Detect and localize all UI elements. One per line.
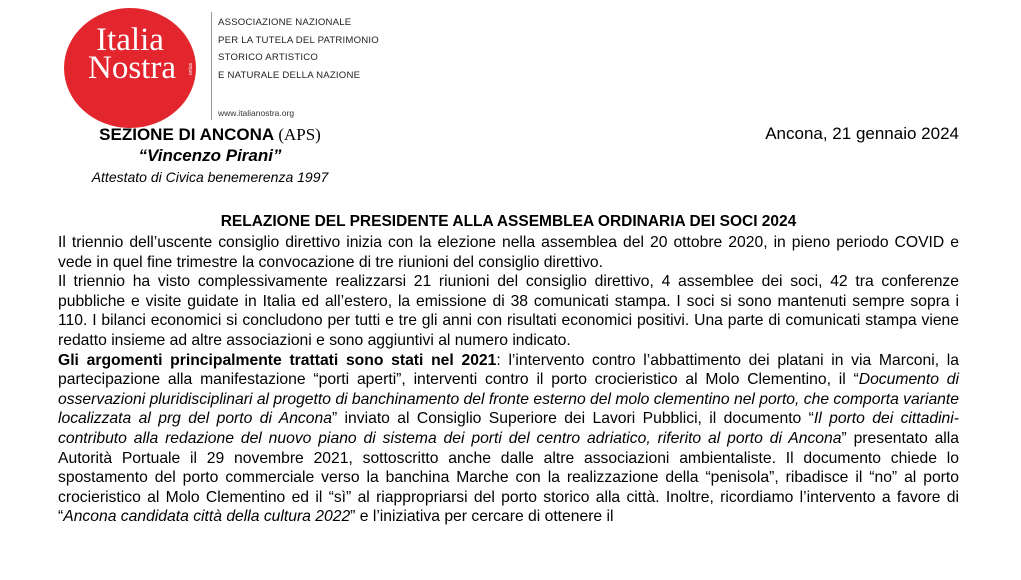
association-line: PER LA TUTELA DEL PATRIMONIO: [218, 34, 379, 46]
paragraph-3-italic: Ancona candidata città della cultura 2022: [63, 508, 351, 526]
paragraph-3-italic: Il porto dei cittadini-contributo alla redazione del nuovo piano di sistema dei porti del centro adriatico, riferito al porto di Ancona: [58, 410, 959, 447]
paragraph-3-text: : l’intervento contro l’abbattimento dei platani in via Marconi, la partecipazione alla manifestazione “porti aperti”, interventi contro il porto crocieristico al Molo Clementino, il “: [58, 351, 959, 389]
association-line: ASSOCIAZIONE NAZIONALE: [218, 17, 352, 28]
logo-line-1: Italia: [96, 22, 164, 58]
section-title: SEZIONE DI ANCONA: [99, 125, 274, 144]
logo-line-2: Nostra: [88, 50, 176, 86]
association-line: E NATURALE DELLA NAZIONE: [218, 69, 361, 81]
paragraph-3: [58, 351, 959, 527]
paragraph-3-lead: Gli argomenti principalmente trattati sono stati nel 2021: [58, 351, 497, 369]
paragraph-3-text: ” e l’iniziativa per cercare di ottenere il: [350, 508, 614, 526]
header-divider: [211, 12, 212, 120]
paragraph-1: Il triennio dell’uscente consiglio direttivo inizia con la elezione nella assemblea del 20 ottobre 2020, in pieno periodo COVID e vede in quel fine trimestre la convocazione di tre riunioni del consiglio direttivo.: [58, 234, 959, 271]
website-text: www.italianostra.org: [218, 108, 295, 118]
section-dedication: “Vincenzo Pirani”: [138, 146, 282, 165]
document-date: Ancona, 21 gennaio 2024: [765, 124, 959, 143]
italia-nostra-logo: [64, 8, 214, 128]
section-award: Attestato di Civica benemerenza 1997: [91, 169, 329, 185]
document-title: RELAZIONE DEL PRESIDENTE ALLA ASSEMBLEA ORDINARIA DEI SOCI 2024: [220, 213, 797, 230]
association-line: STORICO ARTISTICO: [218, 52, 319, 63]
logo-onlus: onlus: [187, 63, 194, 75]
paragraph-3-text: ” presentato alla Autorità Portuale il 29 novembre 2021, sottoscritto anche dalle altre associazioni ambientaliste. Il documento chiede lo spostamento del porto commerciale verso la banchina Marche con la realizzazione della “penisola”, ribadisce il “no” al porto crocieristico al Molo Clementino ed il “sì” al riappropriarsi del porto storico alla città. Inoltre, ricordiamo l’intervento a favore di “: [58, 429, 959, 526]
association-name: [218, 14, 379, 84]
paragraph-2: Il triennio ha visto complessivamente realizzarsi 21 riunioni del consiglio direttivo, 4 assemblee dei soci, 42 tra conferenze pubbliche e visite guidate in Italia ed all’estero, la emissione di 38 comunicati stampa. I soci si sono mantenuti sempre sopra i 110. I bilanci economici si concludono per tutti e tre gli anni con risultati economici positivi. Una parte di comunicati stampa viene redatto insieme ad altre associazioni e sono aggiuntivi al numero indicato.: [58, 273, 959, 349]
paragraph-3-italic: Documento di osservazioni pluridisciplinari al progetto di banchinamento del fronte esterno del molo clementino nel porto, che comporta variante localizzata al prg del porto di Ancona: [58, 371, 959, 428]
section-name: [0, 124, 420, 145]
document-body: [58, 233, 959, 527]
section-aps: (APS): [278, 125, 321, 144]
logo-text: [64, 22, 196, 86]
paragraph-3-text: ” inviato al Consiglio Superiore dei Lavori Pubblici, il documento “: [331, 410, 814, 428]
